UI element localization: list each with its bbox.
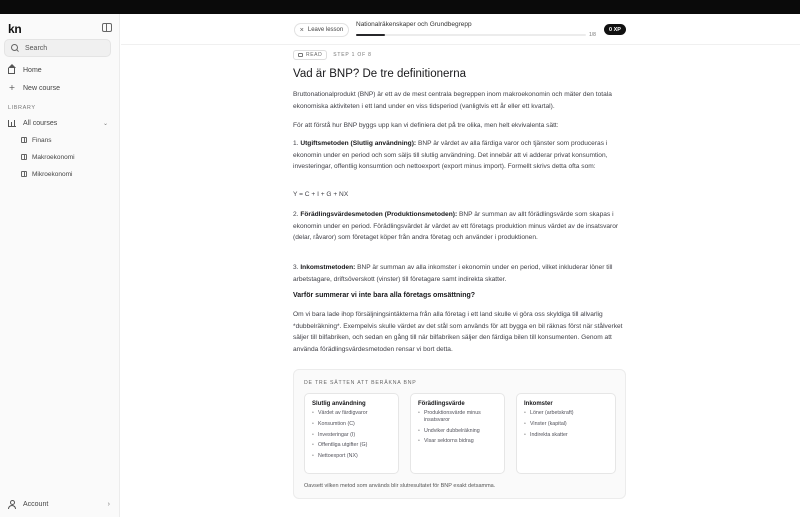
step-label: STEP 1 OF 8 [333, 52, 372, 58]
search-button[interactable] [4, 39, 111, 57]
sidebar-course-finans[interactable] [18, 133, 114, 147]
gdp-formula: Y = C + I + G + NX [293, 191, 349, 198]
header-divider [121, 44, 800, 45]
question-heading: Varför summerar vi inte bara alla företags omsättning? [293, 292, 476, 299]
list-item: • Värdet av färdigvaror [312, 410, 391, 417]
chevron-right-icon: › [107, 500, 110, 508]
read-icon [298, 53, 303, 57]
user-icon [8, 500, 15, 508]
method-2-title: Förädlingsvärdesmetoden (Produktionsmetoden): [300, 211, 458, 218]
account-label: Account [23, 500, 49, 508]
summary-footer: Oavsett vilken metod som används blir slutresultatet för BNP exakt detsamma. [304, 483, 496, 489]
lesson-title: Nationalräkenskaper och Grundbegrepp [356, 21, 472, 28]
leave-lesson-button[interactable] [294, 23, 349, 37]
sidebar-course-label: Makroekonomi [32, 153, 75, 161]
list-item: • Undviker dubbelräkning [418, 428, 497, 435]
sidebar [0, 14, 120, 517]
intro-paragraph: Bruttonationalprodukt (BNP) är ett av de mest centrala begreppen inom makroekonomin och mäter den totala ekonomiska aktiviteten i ett land under en viss tidsperiod (vanligtvis ett år eller ett kvartal). [293, 91, 612, 110]
method-3-title: Inkomstmetoden: [300, 264, 356, 271]
column-title: Slutlig användning [312, 401, 366, 407]
book-icon [21, 137, 27, 143]
method-3-text: BNP är summan av alla inkomster i ekonomin under en period, vilket inkluderar löner till arbetstagare, driftsöverskott (vinster) till företagare samt indirekta skatter. [293, 264, 613, 283]
answer-paragraph: Om vi bara lade ihop försäljningsintäkterna från alla företag i ett land skulle vi göra oss skyldiga till allvarlig *dubbelräkning*. Exempelvis skulle värdet av det stål som används för att bygga en bil räknas först när stålverket säljer till bilfabriken, och sedan en gång till när bilfabriken säljer den färdiga bilen till konsumenten. Genom att använda förädlingsvärdesmetoden rensar vi bort detta. [293, 311, 623, 353]
list-item: • Investeringar (I) [312, 432, 391, 439]
home-icon [8, 68, 15, 74]
summary-title: DE TRE SÄTTEN ATT BERÄKNA BNP [304, 380, 417, 386]
chevron-down-icon[interactable]: ⌄ [102, 120, 108, 127]
progress-count: 1/8 [589, 32, 596, 38]
sidebar-course-mikroekonomi[interactable] [18, 167, 114, 181]
summary-column-value-added [410, 393, 505, 474]
close-icon: × [299, 26, 304, 34]
method-3-paragraph: 3. Inkomstmetoden: BNP är summan av alla inkomster i ekonomin under en period, vilket inkluderar löner till arbetstagare, driftsöverskott (vinster) till företagare samt indirekta skatter. [293, 264, 613, 283]
summary-card [293, 369, 626, 499]
column-title: Inkomster [524, 401, 553, 407]
sidebar-collapse-icon[interactable] [102, 23, 112, 32]
list-item: • Visar sektorns bidrag [418, 438, 497, 445]
sidebar-item-label: All courses [23, 119, 58, 127]
column-title: Förädlingsvärde [418, 401, 465, 407]
list-item: • Löner (arbetskraft) [524, 410, 608, 417]
sidebar-course-label: Mikroekonomi [32, 170, 73, 178]
plus-icon: + [8, 83, 16, 92]
lesson-heading: Vad är BNP? De tre definitionerna [293, 68, 467, 80]
logo[interactable]: kn [8, 22, 22, 36]
summary-column-final-use [304, 393, 399, 474]
xp-badge: 0 XP [604, 24, 626, 35]
library-section-label: LIBRARY [8, 105, 36, 111]
method-1-text: BNP är värdet av alla färdiga varor och tjänster som produceras i ekonomin under en period och som säljs till slutlig användning. Det innebär att vi adderar privat konsumtion, investeringar, offentlig konsumtion och nettoexport (export minus import). Formellt skrivs detta ofta som: [293, 140, 608, 171]
method-2-text: BNP är summan av allt förädlingsvärde som skapas i ekonomin under en period. Förädlingsvärdet är värdet av ett företags produktion minus värdet av de insatsvaror (delar, råvaror) som företaget köper från andra företag och använder i produktionen. [293, 211, 619, 242]
sidebar-item-label: Home [23, 66, 42, 74]
search-icon [11, 44, 19, 52]
lead-paragraph: För att förstå hur BNP byggs upp kan vi definiera det på tre olika, men helt ekvivalenta sätt: [293, 122, 559, 129]
sidebar-course-makroekonomi[interactable] [18, 150, 114, 164]
list-item: • Vinster (kapital) [524, 421, 608, 428]
sidebar-item-new-course[interactable] [4, 81, 114, 95]
sidebar-item-home[interactable] [4, 63, 114, 77]
method-1-title: Utgiftsmetoden (Slutlig användning): [300, 140, 417, 147]
progress-bar [356, 34, 586, 36]
list-item: • Nettoexport (NX) [312, 453, 391, 460]
book-icon [21, 171, 27, 177]
book-icon [21, 154, 27, 160]
progress-fill [356, 34, 385, 36]
top-bar [0, 0, 800, 14]
sidebar-item-label: New course [23, 84, 60, 92]
method-1-paragraph: 1. Utgiftsmetoden (Slutlig användning): BNP är värdet av alla färdiga varor och tjänster som produceras i ekonomin under en period och som säljs till slutlig användning. Det innebär att vi adderar privat konsumtion, investeringar, offentlig konsumtion och nettoexport (export minus import). Formellt skrivs detta ofta som: [293, 140, 608, 171]
read-badge-label: READ [306, 52, 323, 58]
library-icon [8, 120, 16, 127]
read-badge [293, 50, 327, 60]
list-item: • Offentliga utgifter (G) [312, 442, 391, 449]
sidebar-item-all-courses[interactable] [4, 116, 114, 130]
list-item: • Produktionsvärde minus insatsvaror [418, 410, 497, 424]
list-item: • Konsumtion (C) [312, 421, 391, 428]
leave-lesson-label: Leave lesson [307, 27, 344, 33]
step-meta [293, 50, 372, 60]
method-2-paragraph: 2. Förädlingsvärdesmetoden (Produktionsmetoden): BNP är summan av allt förädlingsvärde som skapas i ekonomin under en period. Förädlingsvärdet är värdet av ett företags produktion minus värdet av de insatsvaror (delar, råvaror) som företaget köper från andra företag och använder i produktionen. [293, 211, 619, 242]
search-label: Search [25, 44, 48, 52]
sidebar-course-label: Finans [32, 136, 52, 144]
list-item: • Indirekta skatter [524, 432, 608, 439]
summary-column-income [516, 393, 616, 474]
account-button[interactable] [4, 495, 114, 513]
